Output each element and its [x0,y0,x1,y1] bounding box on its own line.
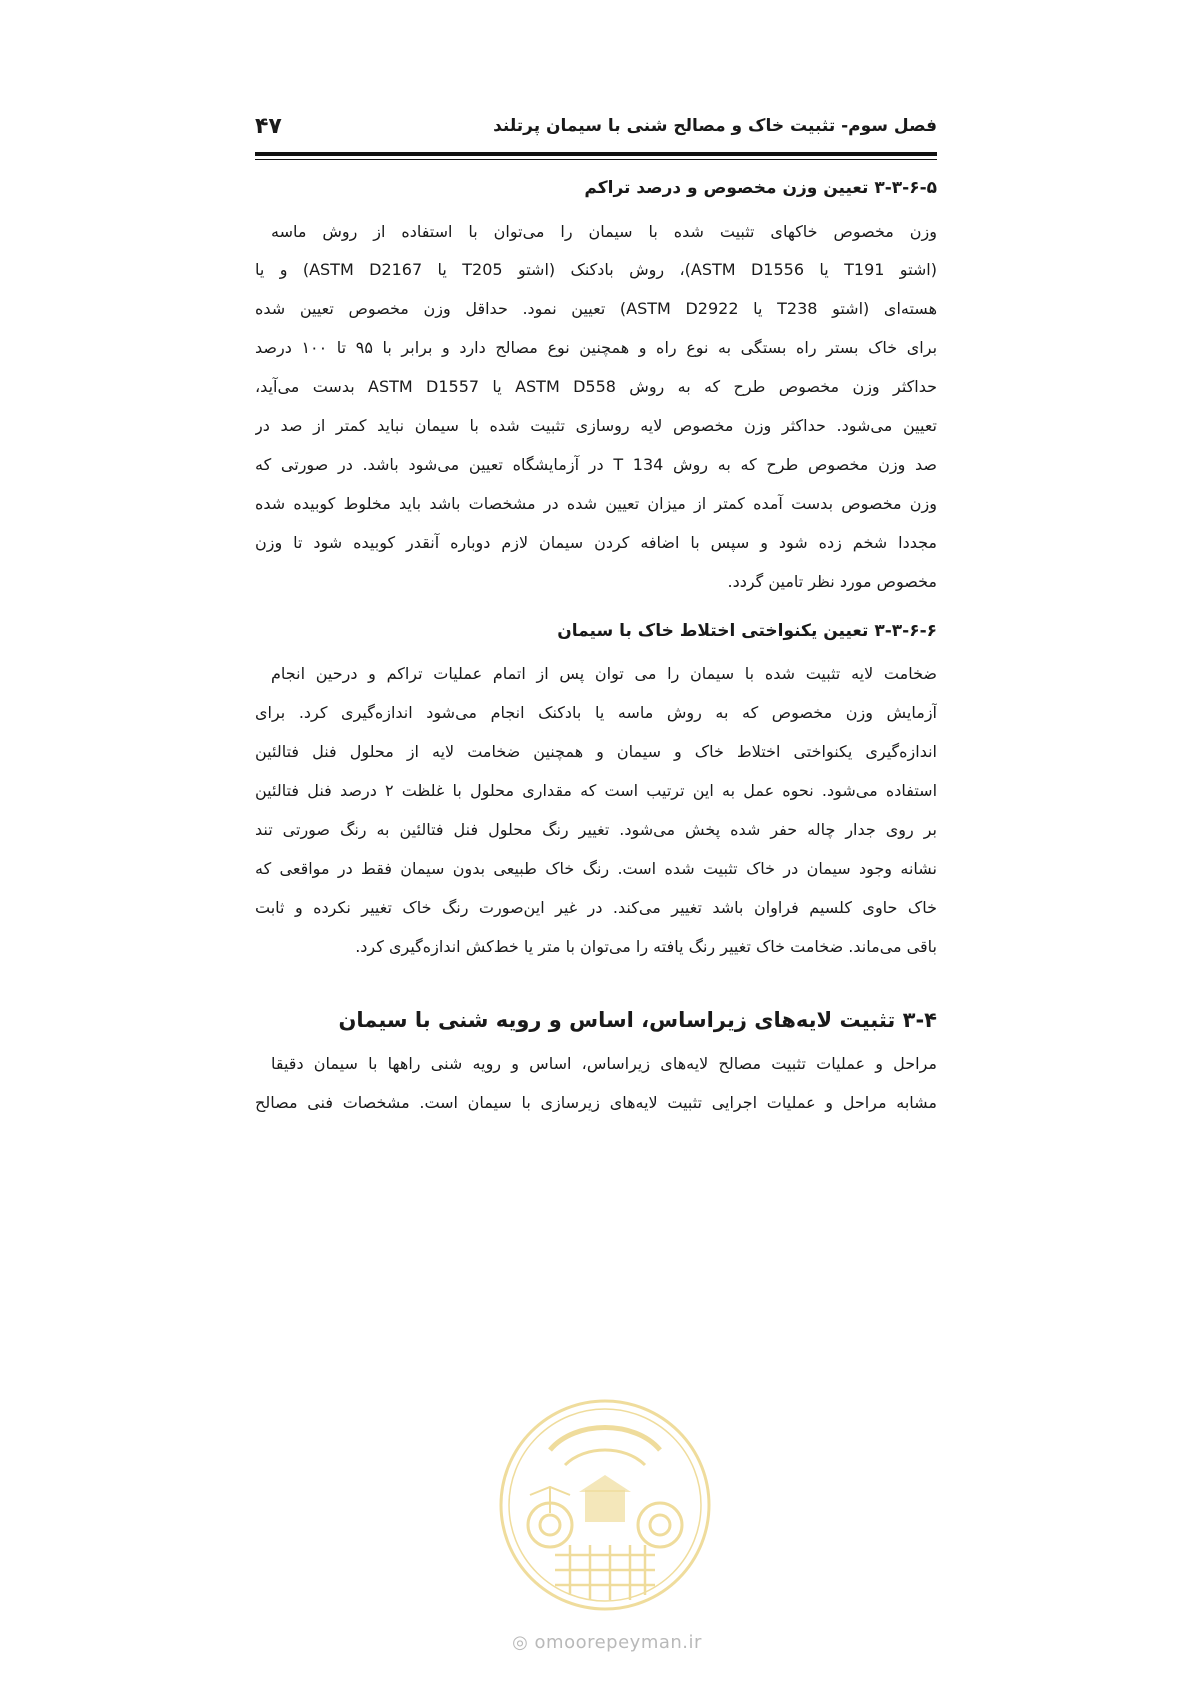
page-header [255,112,937,142]
paragraph-line: اندازه‌گیری یکنواختی اختلاط خاک و سیمان و همچنین ضخامت لایه از محلول فنل فتالئین [255,742,937,761]
running-title: فصل سوم- تثبیت خاک و مصالح شنی با سیمان پرتلند [493,116,937,136]
paragraph-line: (اشتو T191 یا ASTM D1556)، روش بادکنک (اشتو T205 یا ASTM D2167) و یا [255,260,937,279]
paragraph-line: استفاده می‌شود. نحوه عمل به این ترتیب است که مقداری محلول با غلظت ۲ درصد فنل فتالئین [255,781,937,800]
subsection-heading-density: ۳-۳-۶-۵ تعیین وزن مخصوص و درصد تراکم [584,178,937,198]
paragraph-line: وزن مخصوص بدست آمده کمتر از میزان تعیین شده در مشخصات باشد باید مخلوط کوبیده شده [255,494,937,513]
watermark-url-text: omoorepeyman.ir [534,1632,702,1653]
paragraph-line: مراحل و عملیات تثبیت مصالح لایه‌های زیراساس، اساس و رویه شنی راهها با سیمان دقیقا [271,1054,937,1073]
paragraph-line: آزمایش وزن مخصوص که به روش ماسه یا بادکنک انجام می‌شود اندازه‌گیری کرد. برای [255,703,937,722]
paragraph-line: مجددا شخم زده شود و سپس با اضافه کردن سیمان لازم دوباره آنقدر کوبیده شود تا وزن [255,533,937,552]
header-rule-thick [255,152,937,156]
instagram-icon: ◎ [512,1632,529,1653]
paragraph-line: صد وزن مخصوص طرح که به روش T 134 در آزمایشگاه تعیین می‌شود باشد. در صورتی که [255,455,937,474]
paragraph-line: بر روی جدار چاله حفر شده پخش می‌شود. تغییر رنگ محلول فنل فتالئین به رنگ صورتی تند [255,820,937,839]
watermark-url [492,1632,722,1653]
paragraph-line: وزن مخصوص خاکهای تثبیت شده با سیمان را می‌توان با استفاده از روش ماسه [271,222,937,241]
paragraph-line: حداکثر وزن مخصوص طرح که به روش ASTM D558 یا ASTM D1557 بدست می‌آید، [255,377,937,396]
paragraph-line: هسته‌ای (اشتو T238 یا ASTM D2922) تعیین نمود. حداقل وزن مخصوص تعیین شده [255,299,937,318]
header-rule-thin [255,159,937,160]
paragraph-line: ضخامت لایه تثبیت شده با سیمان را می توان پس از اتمام عملیات تراکم و درحین انجام [271,664,937,683]
paragraph-line: مشابه مراحل و عملیات اجرایی تثبیت لایه‌های زیرسازی با سیمان است. مشخصات فنی مصالح [255,1093,937,1112]
paragraph-line: خاک حاوی کلسیم فراوان باشد تغییر می‌کند. در غیر این‌صورت رنگ خاک تغییر نکرده و ثابت [255,898,937,917]
page-number: ۴۷ [255,114,282,139]
subsection-heading-uniformity: ۳-۳-۶-۶ تعیین یکنواختی اختلاط خاک با سیمان [557,621,937,641]
paragraph-line: برای خاک بستر راه بستگی به نوع راه و همچنین نوع مصالح دارد و برابر با ۹۵ تا ۱۰۰ درصد [255,338,937,357]
section-heading-3-4: ۳-۴ تثبیت لایه‌های زیراساس، اساس و رویه شنی با سیمان [338,1008,937,1032]
paragraph-line: تعیین می‌شود. حداکثر وزن مخصوص لایه روسازی تثبیت شده با سیمان نباید کمتر از صد در [255,416,937,435]
paragraph-line: مخصوص مورد نظر تامین گردد. [727,572,937,591]
watermark-logo [495,1395,715,1615]
paragraph-line: باقی می‌ماند. ضخامت خاک تغییر رنگ یافته را می‌توان با متر یا خط‌کش اندازه‌گیری کرد. [355,937,937,956]
paragraph-line: نشانه وجود سیمان در خاک تثبیت شده است. رنگ خاک طبیعی بدون سیمان فقط در مواقعی که [255,859,937,878]
